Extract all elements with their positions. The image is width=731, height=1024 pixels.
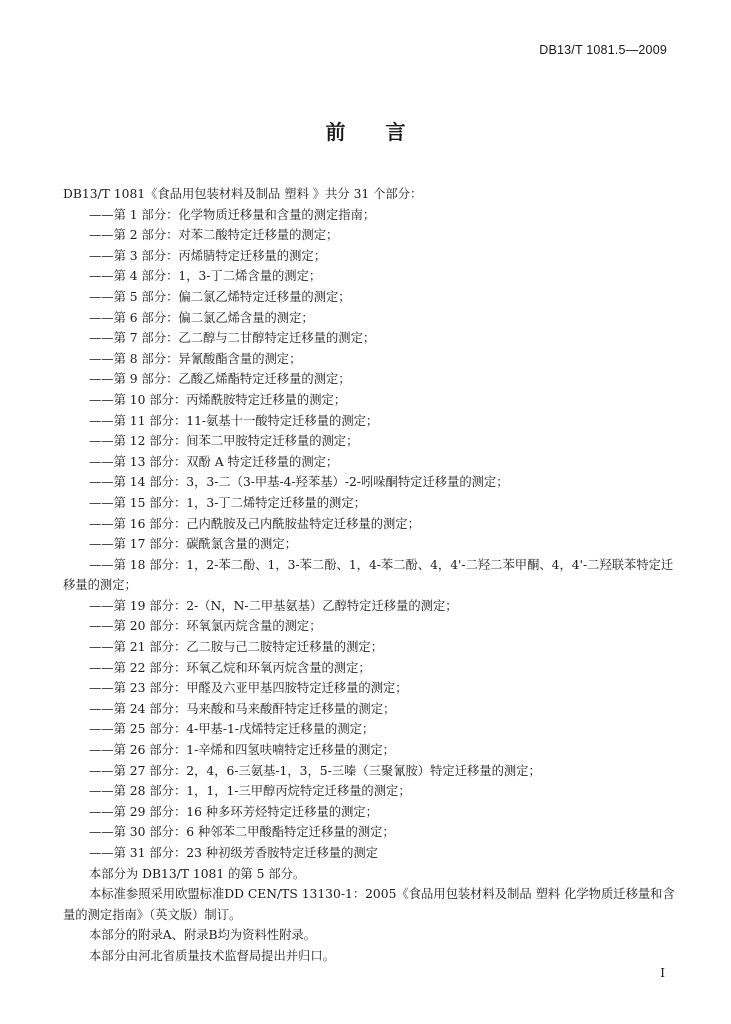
note-paragraph: 本部分由河北省质量技术监督局提出并归口。	[89, 948, 335, 963]
part-item: ——第 13 部分：双酚 A 特定迁移量的测定；	[89, 454, 339, 469]
part-item: ——第 26 部分：1-辛烯和四氢呋喃特定迁移量的测定；	[89, 743, 395, 758]
preface-body	[63, 184, 683, 967]
part-item: ——第 17 部分：碳酰氯含量的测定；	[89, 537, 297, 552]
part-item: ——第 15 部分：1，3-丁二烯特定迁移量的测定；	[89, 495, 366, 510]
part-item: ——第 24 部分：马来酸和马来酸酐特定迁移量的测定；	[89, 701, 396, 716]
part-item: ——第 14 部分：3，3-二（3-甲基-4-羟苯基）-2-吲哚酮特定迁移量的测定；	[89, 475, 509, 490]
part-item: ——第 10 部分：丙烯酰胺特定迁移量的测定；	[89, 392, 347, 407]
part-item: ——第 18 部分：1，2-苯二酚、1，3-苯二酚、1，4-苯二酚、4，4'-二羟二苯甲酮、4，4'-二羟联苯特定迁移量的测定；	[63, 557, 674, 593]
part-item: ——第 5 部分：偏二氯乙烯特定迁移量的测定；	[89, 289, 351, 304]
intro-line: DB13/T 1081《食品用包装材料及制品 塑料 》共分 31 个部分：	[63, 187, 423, 201]
part-item: ——第 8 部分：异氰酸酯含量的测定；	[89, 351, 302, 366]
notes-list	[63, 864, 683, 967]
part-item: ——第 25 部分：4-甲基-1-戊烯特定迁移量的测定；	[89, 722, 375, 737]
part-item: ——第 21 部分：乙二胺与己二胺特定迁移量的测定；	[89, 640, 383, 655]
parts-list	[63, 205, 683, 864]
note-paragraph: 本标准参照采用欧盟标准DD CEN/TS 13130-1：2005《食品用包装材料及制品 塑料 化学物质迁移量和含量的测定指南》（英文版）制订。	[63, 887, 675, 922]
part-item: ——第 28 部分：1，1，1-三甲醇丙烷特定迁移量的测定；	[89, 784, 411, 799]
part-item: ——第 6 部分：偏二氯乙烯含量的测定；	[89, 310, 314, 325]
part-item: ——第 19 部分：2-（N，N-二甲基氨基）乙醇特定迁移量的测定；	[89, 598, 458, 613]
part-item: ——第 3 部分：丙烯腈特定迁移量的测定；	[89, 248, 326, 263]
part-item: ——第 22 部分：环氧乙烷和环氧丙烷含量的测定；	[89, 660, 371, 675]
part-item: ——第 23 部分：甲醛及六亚甲基四胺特定迁移量的测定；	[89, 681, 408, 696]
part-item: ——第 11 部分：11-氨基十一酸特定迁移量的测定；	[89, 413, 379, 428]
part-item: ——第 2 部分：对苯二酸特定迁移量的测定；	[89, 228, 339, 243]
part-item: ——第 29 部分：16 种多环芳烃特定迁移量的测定；	[89, 804, 378, 819]
part-item: ——第 12 部分：间苯二甲胺特定迁移量的测定；	[89, 434, 359, 449]
page-title: 前言	[325, 120, 446, 144]
note-paragraph: 本部分为 DB13/T 1081 的第 5 部分。	[89, 866, 306, 881]
part-item: ——第 4 部分：1，3-丁二烯含量的测定；	[89, 269, 322, 284]
part-item: ——第 20 部分：环氧氯丙烷含量的测定；	[89, 619, 322, 634]
part-item: ——第 30 部分：6 种邻苯二甲酸酯特定迁移量的测定；	[89, 825, 395, 840]
part-item: ——第 7 部分：乙二醇与二甘醇特定迁移量的测定；	[89, 331, 376, 346]
part-item: ——第 16 部分：己内酰胺及己内酰胺盐特定迁移量的测定；	[89, 516, 420, 531]
part-item: ——第 27 部分：2，4，6-三氨基-1，3，5-三嗪（三聚氰胺）特定迁移量的测定；	[89, 763, 541, 778]
page-number: I	[660, 966, 665, 980]
note-paragraph: 本部分的附录A、附录B均为资料性附录。	[89, 928, 316, 943]
standard-code: DB13/T 1081.5—2009	[539, 43, 667, 57]
part-item: ——第 9 部分：乙酸乙烯酯特定迁移量的测定；	[89, 372, 351, 387]
part-item: ——第 1 部分：化学物质迁移量和含量的测定指南；	[89, 207, 376, 222]
part-item: ——第 31 部分：23 种初级芳香胺特定迁移量的测定	[89, 846, 378, 860]
